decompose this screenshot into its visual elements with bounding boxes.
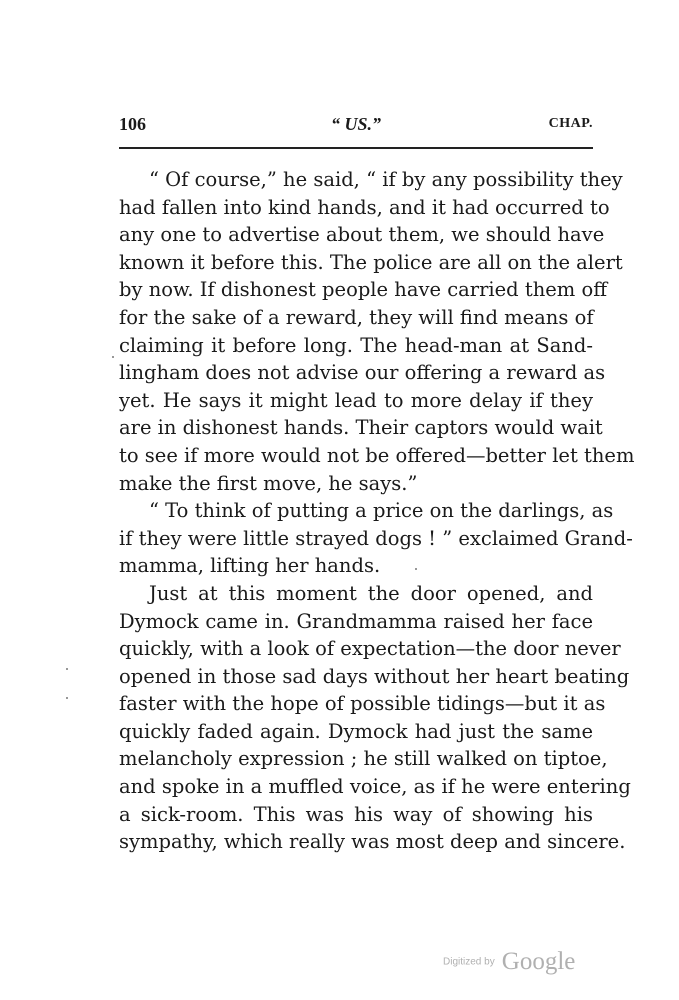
text-line: claiming it before long. The head-man at Sand- [119,333,593,357]
text-line: if they were little strayed dogs ! ” exclaimed Grand- [119,526,633,550]
paper-speck [66,697,68,699]
text-line: Dymock came in. Grandmamma raised her face [119,609,593,633]
text-line: sympathy, which really was most deep and sincere. [119,830,626,854]
text-line: to see if more would not be offered—better let them [119,443,635,467]
text-line: quickly, with a look of expectation—the door never [119,637,621,661]
text-line: opened in those sad days without her heart beating [119,664,630,688]
body-text [119,166,635,856]
text-line: quickly faded again. Dymock had just the same [119,719,593,743]
text-line: by now. If dishonest people have carried them off [119,278,608,302]
text-line: had fallen into kind hands, and it had occurred to [119,195,610,219]
text-line: “ Of course,” he said, “ if by any possibility they [149,168,623,191]
header-rule [119,147,593,149]
text-line: any one to advertise about them, we should have [119,223,605,247]
page-number: 106 [119,114,146,134]
text-line: and spoke in a muffled voice, as if he were entering [119,775,631,799]
text-line: a sick-room. This was his way of showing his [119,802,593,826]
paper-speck [66,668,68,670]
paper-speck [415,568,417,570]
text-line: lingham does not advise our offering a reward as [119,361,606,385]
digitized-by-google-watermark [443,948,575,976]
text-line: for the sake of a reward, they will find means of [119,305,594,329]
running-header [119,114,593,136]
text-line: make the first move, he says.” [119,471,418,495]
text-line: mamma, lifting her hands. [119,554,381,578]
running-title: “ US.” [330,114,381,134]
watermark-prefix: Digitized by [443,956,495,968]
text-line: known it before this. The police are all on the alert [119,250,623,274]
text-line: “ To think of putting a price on the darlings, as [149,499,614,523]
text-line: faster with the hope of possible tidings—but it as [119,692,606,716]
text-line: yet. He says it might lead to more delay if they [119,388,593,412]
paper-speck [112,356,114,358]
text-line: are in dishonest hands. Their captors would wait [119,416,603,440]
text-line: melancholy expression ; he still walked on tiptoe, [119,747,608,771]
chapter-mark: CHAP. [548,116,593,131]
text-line: Just at this moment the door opened, and [149,581,593,605]
google-logo: Google [501,948,576,975]
